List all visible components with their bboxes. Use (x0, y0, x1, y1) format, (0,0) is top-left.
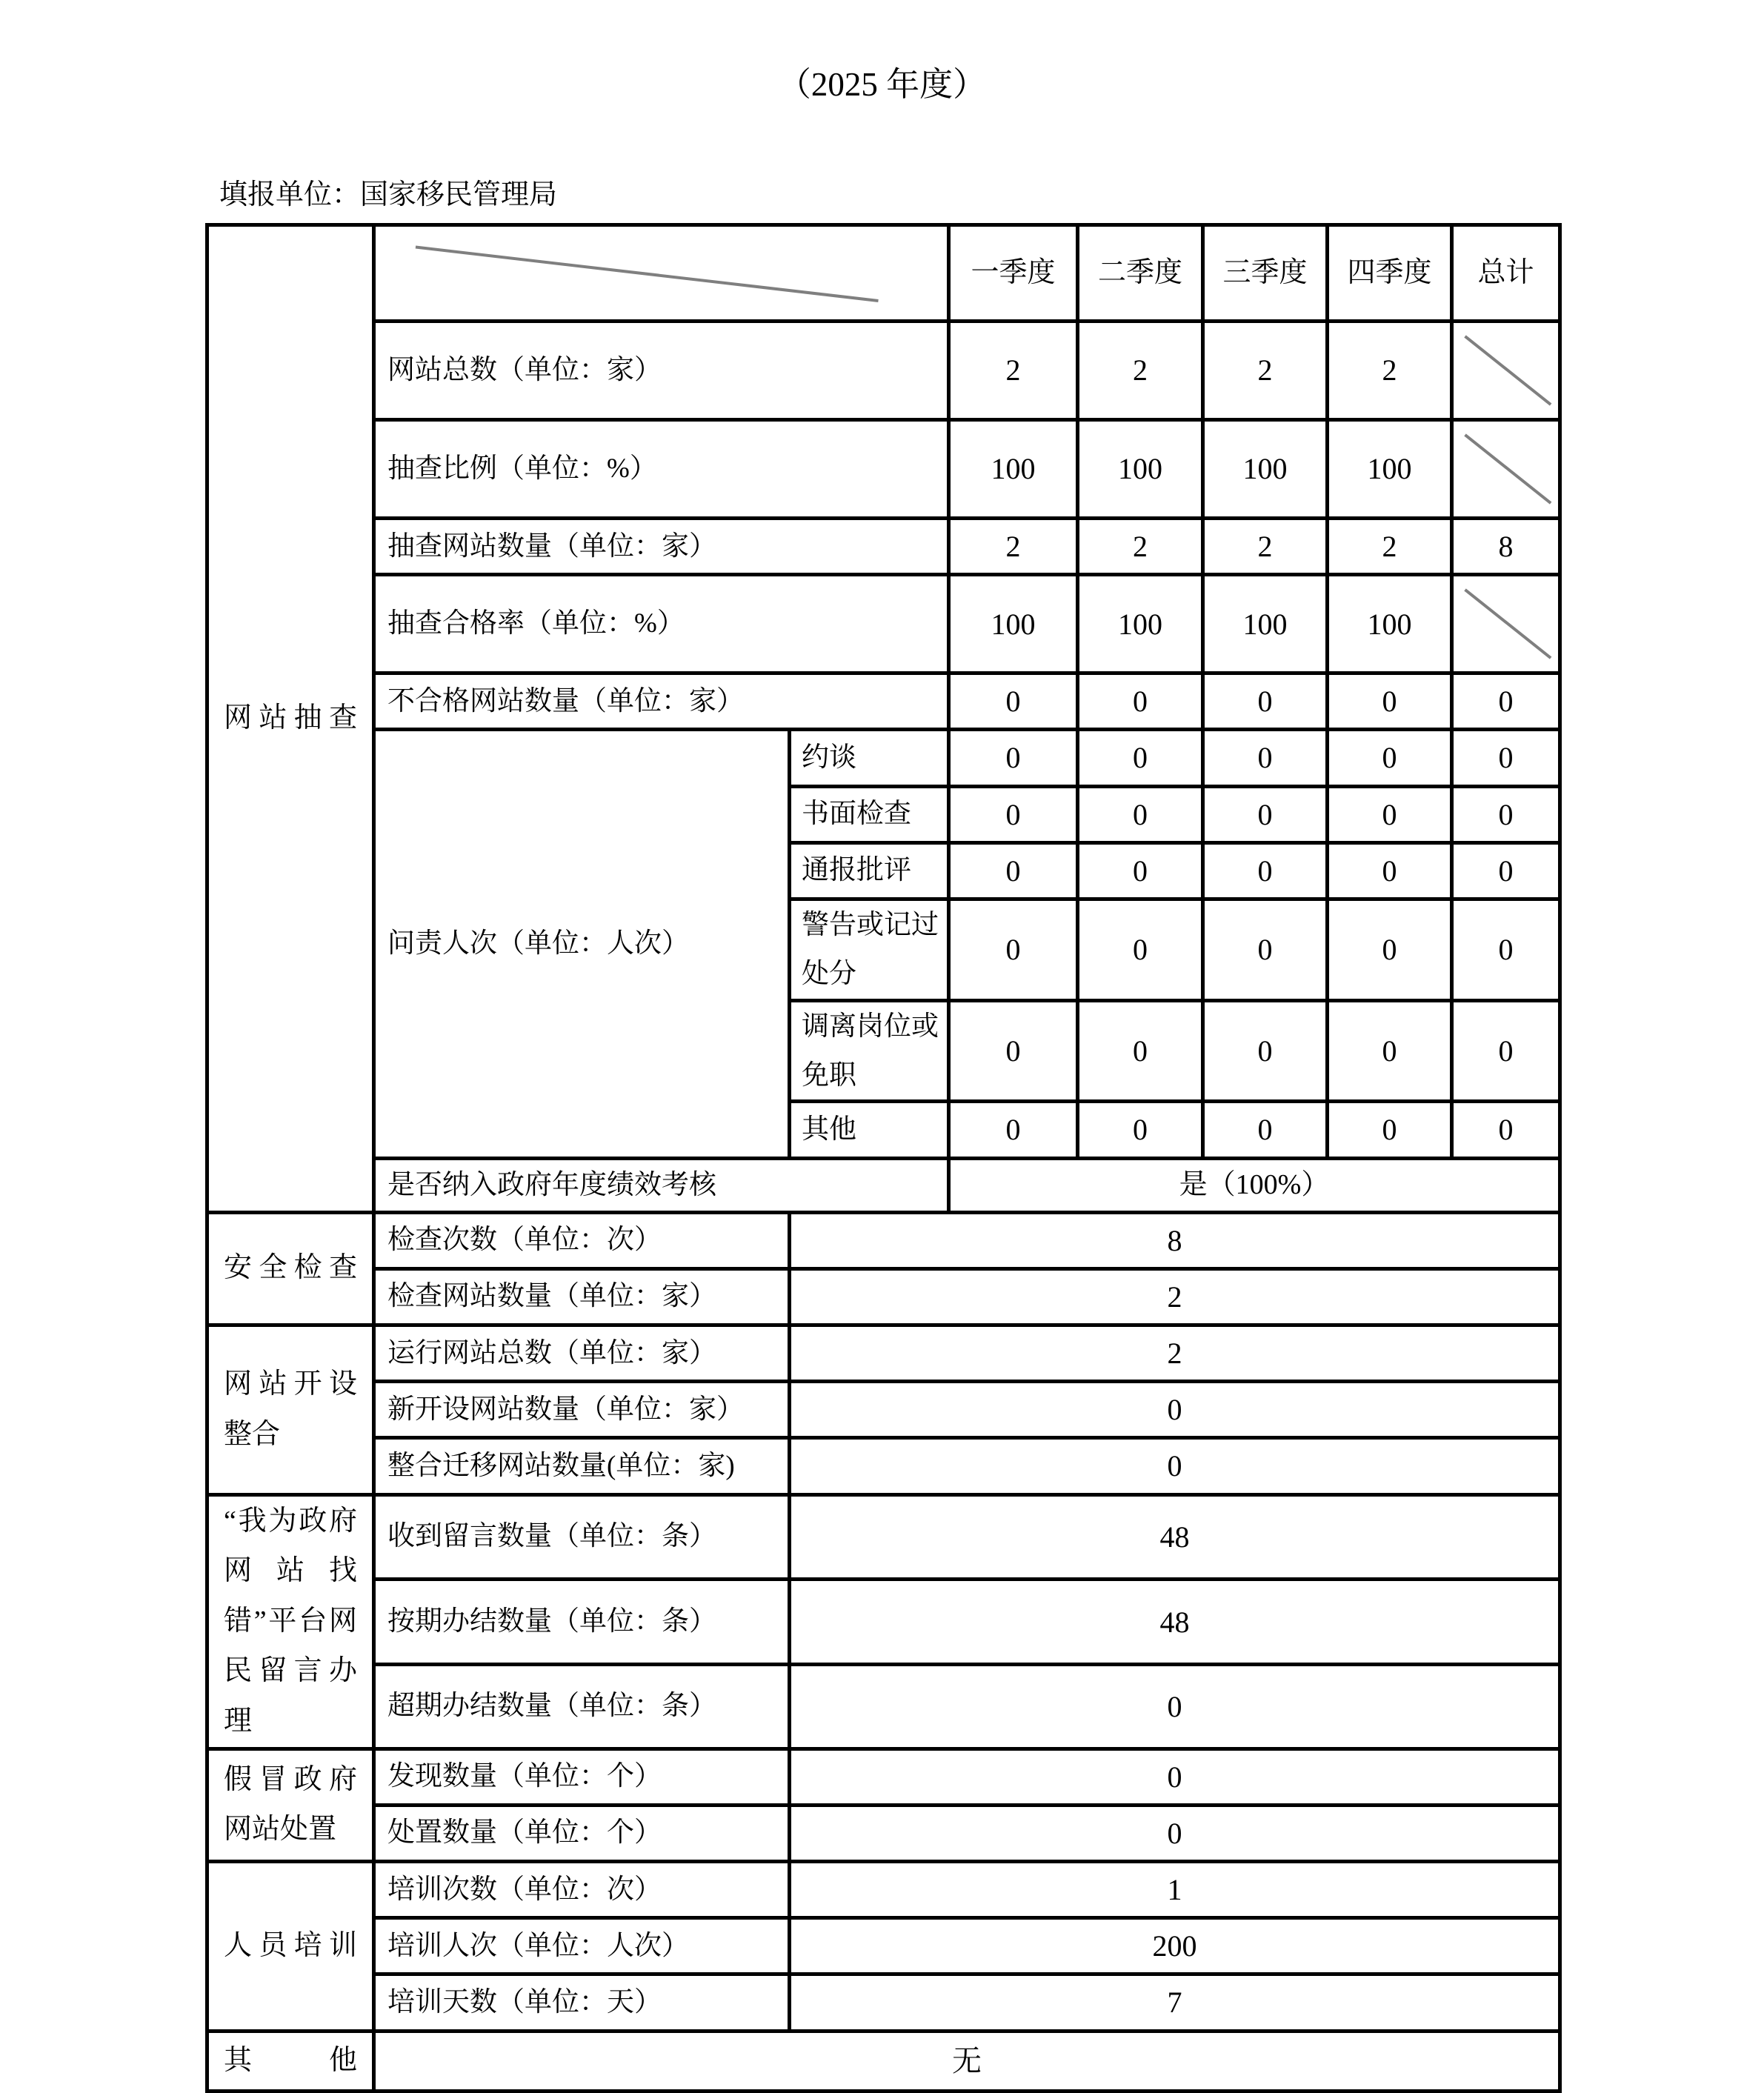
other-value: 无 (374, 2031, 1560, 2091)
annual-report-table (205, 223, 1562, 2093)
metric-value: 0 (1328, 842, 1452, 899)
metric-label: 网站总数（单位：家） (374, 322, 949, 420)
metric-label: 抽查合格率（单位：%） (374, 575, 949, 673)
table-row (207, 1158, 1560, 1212)
group-label-other: 其他 (207, 2031, 374, 2091)
metric-label: 新开设网站数量（单位：家） (374, 1382, 790, 1438)
metric-value: 0 (949, 899, 1078, 1000)
metric-value: 100 (1328, 575, 1452, 673)
metric-value: 2 (949, 322, 1078, 420)
quarter-header: 四季度 (1328, 225, 1452, 322)
metric-value: 0 (790, 1438, 1560, 1494)
metric-value: 2 (790, 1325, 1560, 1381)
metric-label: 抽查比例（单位：%） (374, 420, 949, 519)
metric-value: 0 (949, 1000, 1078, 1102)
metric-value: 100 (1078, 575, 1203, 673)
total-header: 总计 (1452, 225, 1560, 322)
table-row (207, 730, 1560, 786)
metric-value: 2 (1203, 519, 1328, 575)
metric-value: 2 (1078, 519, 1203, 575)
group-label-security-check: 安全检查 (207, 1212, 374, 1325)
quarter-header: 三季度 (1203, 225, 1328, 322)
table-row (207, 1212, 1560, 1268)
table-row (207, 420, 1560, 519)
metric-value: 48 (790, 1580, 1560, 1665)
table-row (207, 1862, 1560, 1918)
table-row (207, 1382, 1560, 1438)
metric-label: 运行网站总数（单位：家） (374, 1325, 790, 1381)
total-cell-slashed (1452, 575, 1560, 673)
metric-value: 100 (1203, 575, 1328, 673)
accountability-item-label: 书面检查 (790, 786, 949, 842)
metric-value: 0 (1078, 730, 1203, 786)
quarter-header: 一季度 (949, 225, 1078, 322)
metric-value: 0 (1203, 730, 1328, 786)
metric-value: 100 (1203, 420, 1328, 519)
metric-total: 0 (1452, 786, 1560, 842)
metric-value: 0 (790, 1748, 1560, 1805)
metric-value: 100 (1328, 420, 1452, 519)
table-row (207, 1805, 1560, 1861)
metric-value: 1 (790, 1862, 1560, 1918)
accountability-item-label: 警告或记过处分 (790, 899, 949, 1000)
metric-total: 0 (1452, 899, 1560, 1000)
assessment-value: 是（100%） (949, 1158, 1560, 1212)
metric-value: 0 (790, 1805, 1560, 1861)
metric-total: 0 (1452, 673, 1560, 730)
metric-value: 0 (1328, 1102, 1452, 1158)
metric-value: 100 (949, 575, 1078, 673)
metric-value: 0 (949, 786, 1078, 842)
metric-value: 0 (790, 1382, 1560, 1438)
metric-value: 2 (949, 519, 1078, 575)
metric-label: 培训次数（单位：次） (374, 1862, 790, 1918)
metric-value: 200 (790, 1918, 1560, 1974)
reporting-unit: 填报单位：国家移民管理局 (219, 179, 558, 210)
metric-total: 0 (1452, 1102, 1560, 1158)
metric-label: 超期办结数量（单位：条） (374, 1665, 790, 1749)
metric-value: 0 (1078, 842, 1203, 899)
metric-value: 0 (1078, 786, 1203, 842)
table-row (207, 2031, 1560, 2091)
metric-value: 2 (1203, 322, 1328, 420)
metric-value: 0 (1078, 1000, 1203, 1102)
table-row (207, 1665, 1560, 1749)
accountability-item-label: 其他 (790, 1102, 949, 1158)
accountability-item-label: 调离岗位或免职 (790, 1000, 949, 1102)
metric-label: 收到留言数量（单位：条） (374, 1494, 790, 1580)
table-row (207, 1268, 1560, 1325)
group-label-website-setup: 网站开设整合 (207, 1325, 374, 1494)
metric-value: 8 (790, 1212, 1560, 1268)
table-row (207, 1974, 1560, 2031)
metric-value: 0 (1203, 673, 1328, 730)
accountability-item-label: 通报批评 (790, 842, 949, 899)
total-cell-slashed (1452, 420, 1560, 519)
metric-value: 0 (1078, 673, 1203, 730)
metric-label: 处置数量（单位：个） (374, 1805, 790, 1861)
table-row (207, 575, 1560, 673)
metric-value: 100 (949, 420, 1078, 519)
table-row (207, 1494, 1560, 1580)
metric-label: 发现数量（单位：个） (374, 1748, 790, 1805)
group-label-fake-website-handling: 假冒政府网站处置 (207, 1748, 374, 1861)
metric-value: 0 (1328, 673, 1452, 730)
metric-value: 7 (790, 1974, 1560, 2031)
metric-value: 48 (790, 1494, 1560, 1580)
metric-value: 2 (1328, 519, 1452, 575)
metric-value: 0 (1203, 1102, 1328, 1158)
header-corner-cell (374, 225, 949, 322)
metric-total: 0 (1452, 730, 1560, 786)
metric-label: 抽查网站数量（单位：家） (374, 519, 949, 575)
metric-total: 0 (1452, 1000, 1560, 1102)
metric-label: 培训人次（单位：人次） (374, 1918, 790, 1974)
metric-total: 8 (1452, 519, 1560, 575)
metric-value: 0 (1328, 899, 1452, 1000)
metric-label: 检查网站数量（单位：家） (374, 1268, 790, 1325)
table-row (207, 1438, 1560, 1494)
quarter-header: 二季度 (1078, 225, 1203, 322)
metric-value: 0 (1328, 786, 1452, 842)
group-label-website-sampling: 网站抽查 (207, 225, 374, 1213)
metric-label: 不合格网站数量（单位：家） (374, 673, 949, 730)
metric-value: 0 (1328, 1000, 1452, 1102)
metric-value: 0 (1078, 1102, 1203, 1158)
table-row (207, 1918, 1560, 1974)
metric-value: 0 (949, 673, 1078, 730)
metric-total: 0 (1452, 842, 1560, 899)
metric-value: 0 (1328, 730, 1452, 786)
table-row (207, 1325, 1560, 1381)
metric-value: 0 (949, 842, 1078, 899)
total-cell-slashed (1452, 322, 1560, 420)
table-row (207, 673, 1560, 730)
metric-value: 0 (949, 730, 1078, 786)
accountability-item-label: 约谈 (790, 730, 949, 786)
metric-value: 0 (1078, 899, 1203, 1000)
group-label-personnel-training: 人员培训 (207, 1862, 374, 2032)
metric-value: 0 (790, 1665, 1560, 1749)
table-row (207, 1580, 1560, 1665)
metric-label: 培训天数（单位：天） (374, 1974, 790, 2031)
table-row (207, 519, 1560, 575)
metric-value: 0 (1203, 842, 1328, 899)
table-row (207, 1748, 1560, 1805)
metric-label: 整合迁移网站数量(单位：家) (374, 1438, 790, 1494)
metric-value: 2 (1328, 322, 1452, 420)
group-label-error-reporting-platform: “我为政府网站找错”平台网民留言办理 (207, 1494, 374, 1748)
metric-value: 0 (1203, 899, 1328, 1000)
table-row (207, 322, 1560, 420)
metric-value: 2 (1078, 322, 1203, 420)
accountability-label: 问责人次（单位：人次） (374, 730, 790, 1158)
metric-value: 100 (1078, 420, 1203, 519)
metric-value: 0 (949, 1102, 1078, 1158)
page-title: （2025 年度） (777, 66, 987, 103)
metric-label: 检查次数（单位：次） (374, 1212, 790, 1268)
metric-value: 0 (1203, 786, 1328, 842)
metric-value: 2 (790, 1268, 1560, 1325)
metric-label: 按期办结数量（单位：条） (374, 1580, 790, 1665)
metric-value: 0 (1203, 1000, 1328, 1102)
table-row (207, 225, 1560, 322)
assessment-label: 是否纳入政府年度绩效考核 (374, 1158, 949, 1212)
